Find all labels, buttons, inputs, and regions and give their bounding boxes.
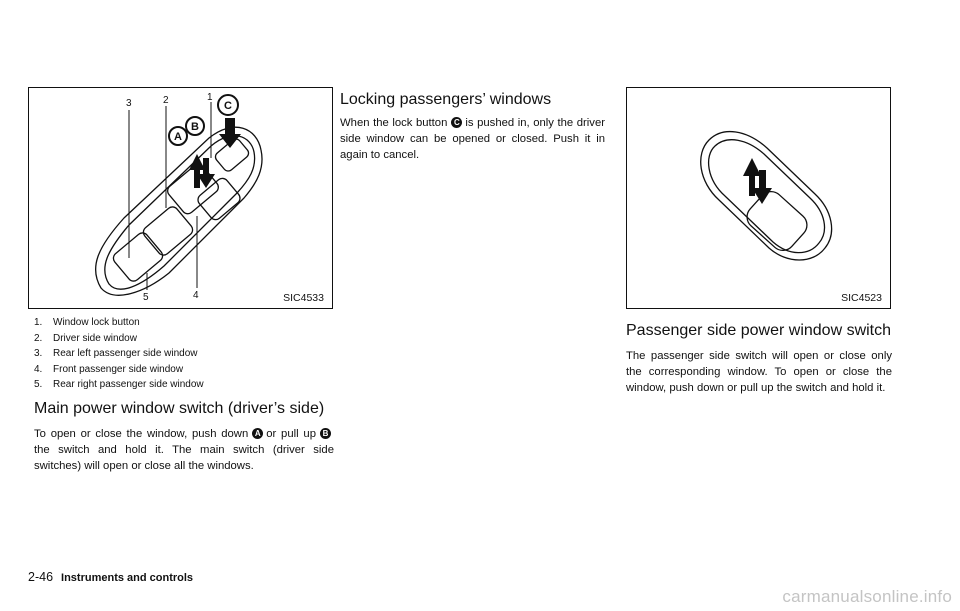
callout-4: 4 xyxy=(193,290,199,301)
page-number: 2-46 xyxy=(28,570,54,584)
figure-code: SIC4533 xyxy=(283,292,324,304)
badge-b-icon: B xyxy=(320,428,331,439)
badge-c-icon: C xyxy=(451,117,462,128)
paragraph-passenger: The passenger side switch will open or close only the corresponding window. To open or close the window, push down or pull up the switch and hold it. xyxy=(626,350,892,395)
callout-2: 2 xyxy=(163,95,169,106)
watermark: carmanualsonline.info xyxy=(782,587,952,606)
switch-front-passenger xyxy=(196,176,243,222)
arrow-lock-icon xyxy=(219,118,241,148)
list-item: 5. Rear right passenger side window xyxy=(34,379,204,391)
arrow-up-icon xyxy=(189,154,205,188)
heading-passenger: Passenger side power window switch xyxy=(626,322,892,339)
passenger-switch-illustration xyxy=(627,88,889,307)
callout-legend xyxy=(34,315,334,393)
figure-code: SIC4523 xyxy=(841,292,882,304)
section-title: Instruments and controls xyxy=(61,572,194,584)
badge-a-icon: A xyxy=(252,428,263,439)
badge-b-letter: B xyxy=(191,121,199,133)
list-item: 2. Driver side window xyxy=(34,332,137,344)
list-item: 4. Front passenger side window xyxy=(34,363,184,375)
paragraph-locking: When the lock button C is pushed in, only the driver side window can be opened or closed. Push it in again to cancel. xyxy=(340,117,605,162)
figure-main-switch xyxy=(28,87,333,309)
figure-passenger-switch xyxy=(626,87,891,309)
callout-3: 3 xyxy=(126,98,132,109)
heading-main-switch: Main power window switch (driver’s side) xyxy=(34,400,325,417)
callout-1: 1 xyxy=(207,92,213,103)
list-item: 3. Rear left passenger side window xyxy=(34,348,198,360)
main-switch-illustration xyxy=(29,88,331,307)
page-footer xyxy=(28,570,193,584)
paragraph-main-switch: To open or close the window, push down A or pull up Bthe switch and hold it. The main switch (driver side switches) will open or close all the windows. xyxy=(34,428,334,473)
badge-a-letter: A xyxy=(174,131,182,143)
list-item: 1. Window lock button xyxy=(34,317,140,328)
badge-c-letter: C xyxy=(224,100,232,112)
heading-locking: Locking passengers’ windows xyxy=(340,91,552,108)
switch-rear-left xyxy=(141,204,195,257)
callout-5: 5 xyxy=(143,292,149,303)
